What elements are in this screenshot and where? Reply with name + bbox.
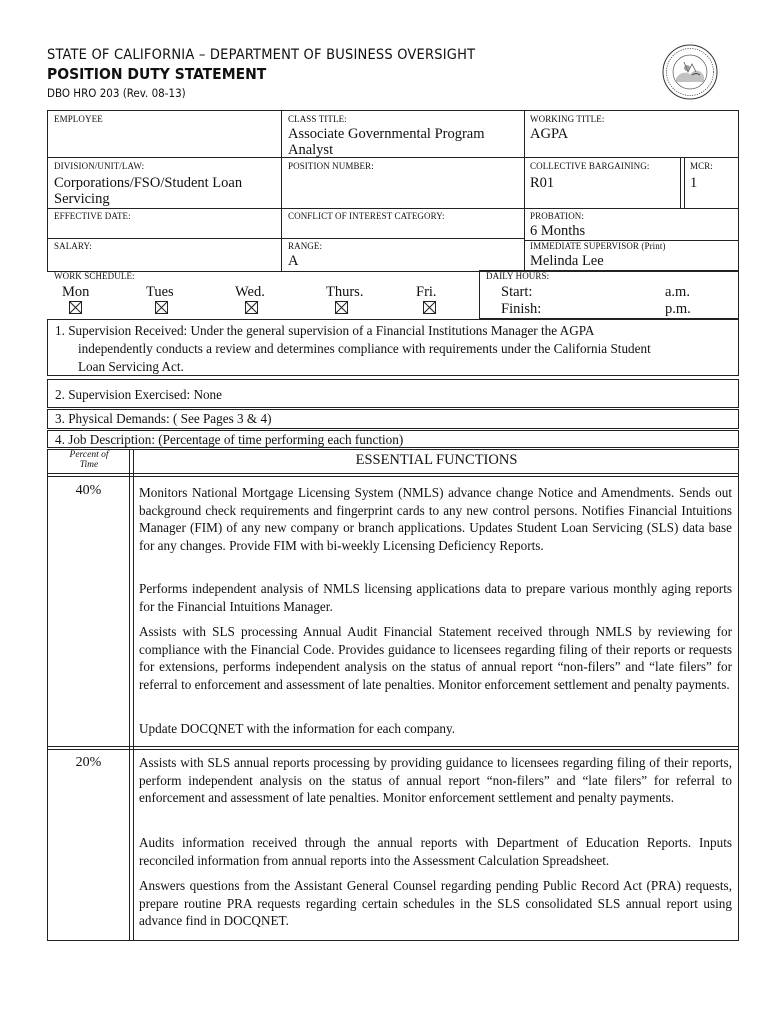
start-label: Start: <box>501 284 533 300</box>
fri-checkbox[interactable] <box>423 301 436 314</box>
function-1-para-4: Update DOCQNET with the information for each company. <box>139 721 456 736</box>
day-tues: Tues <box>146 284 174 300</box>
supervision-received-line2: independently conducts a review and determines compliance with requirements under the California Student <box>78 341 651 356</box>
form-number: DBO HRO 203 (Rev. 08-13) <box>47 86 186 100</box>
division-value-2: Servicing <box>54 191 110 207</box>
mcr-label: MCR: <box>690 161 713 171</box>
physical-demands: 3. Physical Demands: ( See Pages 3 & 4) <box>55 411 272 426</box>
class-title-value-2: Analyst <box>288 142 334 158</box>
function-2-para-3: Answers questions from the Assistant General Counsel regarding pending Public Record Act (PRA) requests, prepare routine PRA requests regarding certain schedules in the SLS consolidated SLS annual report using advance find in DOCQNET. <box>139 878 732 928</box>
thurs-checkbox[interactable] <box>335 301 348 314</box>
range-label: RANGE: <box>288 241 323 251</box>
function-1-percent: 40% <box>75 483 102 498</box>
position-number-label: POSITION NUMBER: <box>288 161 374 171</box>
day-mon: Mon <box>62 284 90 300</box>
class-title-label: CLASS TITLE: <box>288 114 347 124</box>
conflict-label: CONFLICT OF INTEREST CATEGORY: <box>288 211 445 221</box>
form-title: POSITION DUTY STATEMENT <box>47 65 267 83</box>
tues-checkbox[interactable] <box>155 301 168 314</box>
working-title-value: AGPA <box>530 126 569 142</box>
function-1-para-3: Assists with SLS processing Annual Audit Financial Statement received through NMLS by reviewing for compliance with the Financial Code. Provides guidance to licensees regarding filing of their reports or requests for extensions, performs independent analysis on the status of annual report “non-filers” and “late filers” for referral to enforcement and assessment of late penalties. Monitor enforcement settlement and penalty payments. <box>139 624 732 692</box>
day-fri: Fri. <box>416 284 437 300</box>
supervisor-value: Melinda Lee <box>530 253 604 269</box>
working-title-label: WORKING TITLE: <box>530 114 605 124</box>
function-2-percent: 20% <box>75 755 102 770</box>
supervision-received-line3: Loan Servicing Act. <box>78 359 184 374</box>
am-label: a.m. <box>665 284 690 300</box>
finish-label: Finish: <box>501 301 542 317</box>
essential-functions-title: ESSENTIAL FUNCTIONS <box>355 452 518 468</box>
day-wed: Wed. <box>235 284 265 300</box>
probation-label: PROBATION: <box>530 211 585 221</box>
function-1-para-1: Monitors National Mortgage Licensing System (NMLS) advance change Notice and Amendments. Sends out background check requirements and fingerprint cards to any new control persons. Notifies Financial Intuitions Manager (FIM) of any new company or branch applications. Updates Student Loan Servicing (SLS) data base for any changes. Provide FIM with bi-weekly Licensing Deficiency Reports. <box>139 485 732 553</box>
division-value-1: Corporations/FSO/Student Loan <box>54 175 243 191</box>
percent-header <box>49 450 129 470</box>
effective-date-label: EFFECTIVE DATE: <box>54 211 131 221</box>
division-label: DIVISION/UNIT/LAW: <box>54 161 145 171</box>
percent-header-line1: Percent of <box>69 450 109 460</box>
supervision-exercised: 2. Supervision Exercised: None <box>55 387 223 402</box>
supervisor-label: IMMEDIATE SUPERVISOR (Print) <box>530 241 666 251</box>
pm-label: p.m. <box>665 301 691 317</box>
mcr-value: 1 <box>690 175 698 191</box>
collective-bargaining-label: COLLECTIVE BARGAINING: <box>530 161 650 171</box>
percent-header-line2: Time <box>79 460 99 470</box>
state-seal-icon <box>662 44 718 100</box>
day-thurs: Thurs. <box>326 284 364 300</box>
agency-header: STATE OF CALIFORNIA – DEPARTMENT OF BUSINESS OVERSIGHT <box>47 47 476 63</box>
class-title-value-1: Associate Governmental Program <box>288 126 485 142</box>
supervision-received-line1: 1. Supervision Received: Under the general supervision of a Financial Institutions Manager the AGPA <box>55 323 595 338</box>
salary-label: SALARY: <box>54 241 92 251</box>
job-description: 4. Job Description: (Percentage of time performing each function) <box>55 432 404 447</box>
work-schedule-label: WORK SCHEDULE: <box>54 271 135 281</box>
daily-hours-label: DAILY HOURS: <box>486 271 550 281</box>
employee-label: EMPLOYEE <box>54 114 103 124</box>
wed-checkbox[interactable] <box>245 301 258 314</box>
mon-checkbox[interactable] <box>69 301 82 314</box>
probation-value: 6 Months <box>530 223 586 239</box>
range-value: A <box>288 253 299 269</box>
function-2-para-1: Assists with SLS annual reports processing by providing guidance to licensees regarding filing of their reports, perform independent analysis on the status of annual report “non-filers” and “late filers” for referral to enforcement and assessment of late penalties. Monitor enforcement settlement and penalty payments. <box>139 755 732 805</box>
function-2-para-2: Audits information received through the annual reports with Department of Education Reports. Inputs reconciled information from annual reports into the Assessment Calculation Spreadsheet. <box>139 835 732 868</box>
collective-bargaining-value: R01 <box>530 175 555 191</box>
function-1-para-2: Performs independent analysis of NMLS licensing applications data to prepare various monthly aging reports for the Financial Intuitions Manager. <box>139 581 732 614</box>
